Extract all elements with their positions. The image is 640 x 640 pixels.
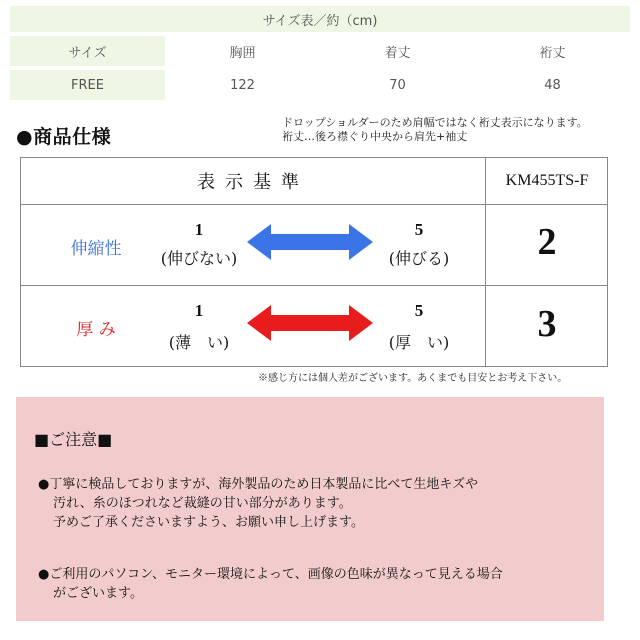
stretch-max-text: (伸びる) [388, 249, 450, 268]
caution-line: ●丁寧に検品しておりますが、海外製品のため日本製品に比べて生地キズや [38, 477, 479, 492]
caution-line: 汚れ、糸のほつれなど裁縫の甘い部分があります。 [53, 496, 352, 511]
cell-chest: 122 [165, 68, 320, 100]
header-size: サイズ [10, 34, 165, 68]
list-item [38, 565, 598, 603]
cell-sleeve: 48 [475, 68, 630, 100]
table-row [10, 68, 630, 100]
thickness-min-value: 1 [194, 301, 204, 320]
stretch-max-value: 5 [414, 220, 424, 239]
thickness-label: 厚 み [76, 320, 116, 340]
size-table [10, 6, 630, 100]
stretch-rating: 2 [537, 221, 557, 263]
stretch-label: 伸縮性 [70, 239, 122, 259]
caution-line: 予めご了承くださいますよう、お願い申し上げます。 [53, 515, 364, 530]
caution-line: がございます。 [53, 586, 143, 601]
spec-note [282, 116, 638, 144]
size-table-caption: サイズ表／約（cm) [10, 6, 630, 34]
model-number: KM455TS-F [505, 172, 589, 189]
thickness-rating: 3 [537, 303, 557, 345]
thickness-max-value: 5 [414, 301, 424, 320]
thickness-arrow-icon [247, 303, 373, 343]
caution-line: ●ご利用のパソコン、モニター環境によって、画像の色味が異なって見える場合 [38, 567, 503, 582]
cell-size: FREE [10, 68, 165, 100]
stretch-min-text: (伸びない) [160, 249, 238, 268]
thickness-max-text: (厚 い) [388, 333, 450, 352]
disclaimer: ※感じ方には個人差がございます。あくまでも目安とお考え下さい。 [258, 373, 568, 384]
spec-table [20, 157, 608, 367]
list-item [38, 475, 598, 532]
size-table-header-row [10, 34, 630, 68]
cell-length: 70 [320, 68, 475, 100]
caution-box [16, 397, 604, 621]
header-sleeve: 裄丈 [475, 34, 630, 68]
caution-title: ■ご注意■ [34, 430, 113, 449]
spec-heading: ●商品仕様 [16, 126, 112, 148]
spec-note-line: ドロップショルダーのため肩幅ではなく裄丈表示になります。 [282, 116, 588, 129]
divider [21, 204, 607, 205]
standard-title: 表示基準 [197, 172, 309, 193]
thickness-min-text: (薄 い) [168, 333, 230, 352]
spec-note-line: 裄丈…後ろ襟ぐり中央から肩先+袖丈 [282, 130, 468, 143]
divider [21, 285, 607, 286]
header-length: 着丈 [320, 34, 475, 68]
size-table-caption-row [10, 6, 630, 34]
stretch-min-value: 1 [194, 220, 204, 239]
stretch-arrow-icon [247, 222, 373, 262]
header-chest: 胸囲 [165, 34, 320, 68]
